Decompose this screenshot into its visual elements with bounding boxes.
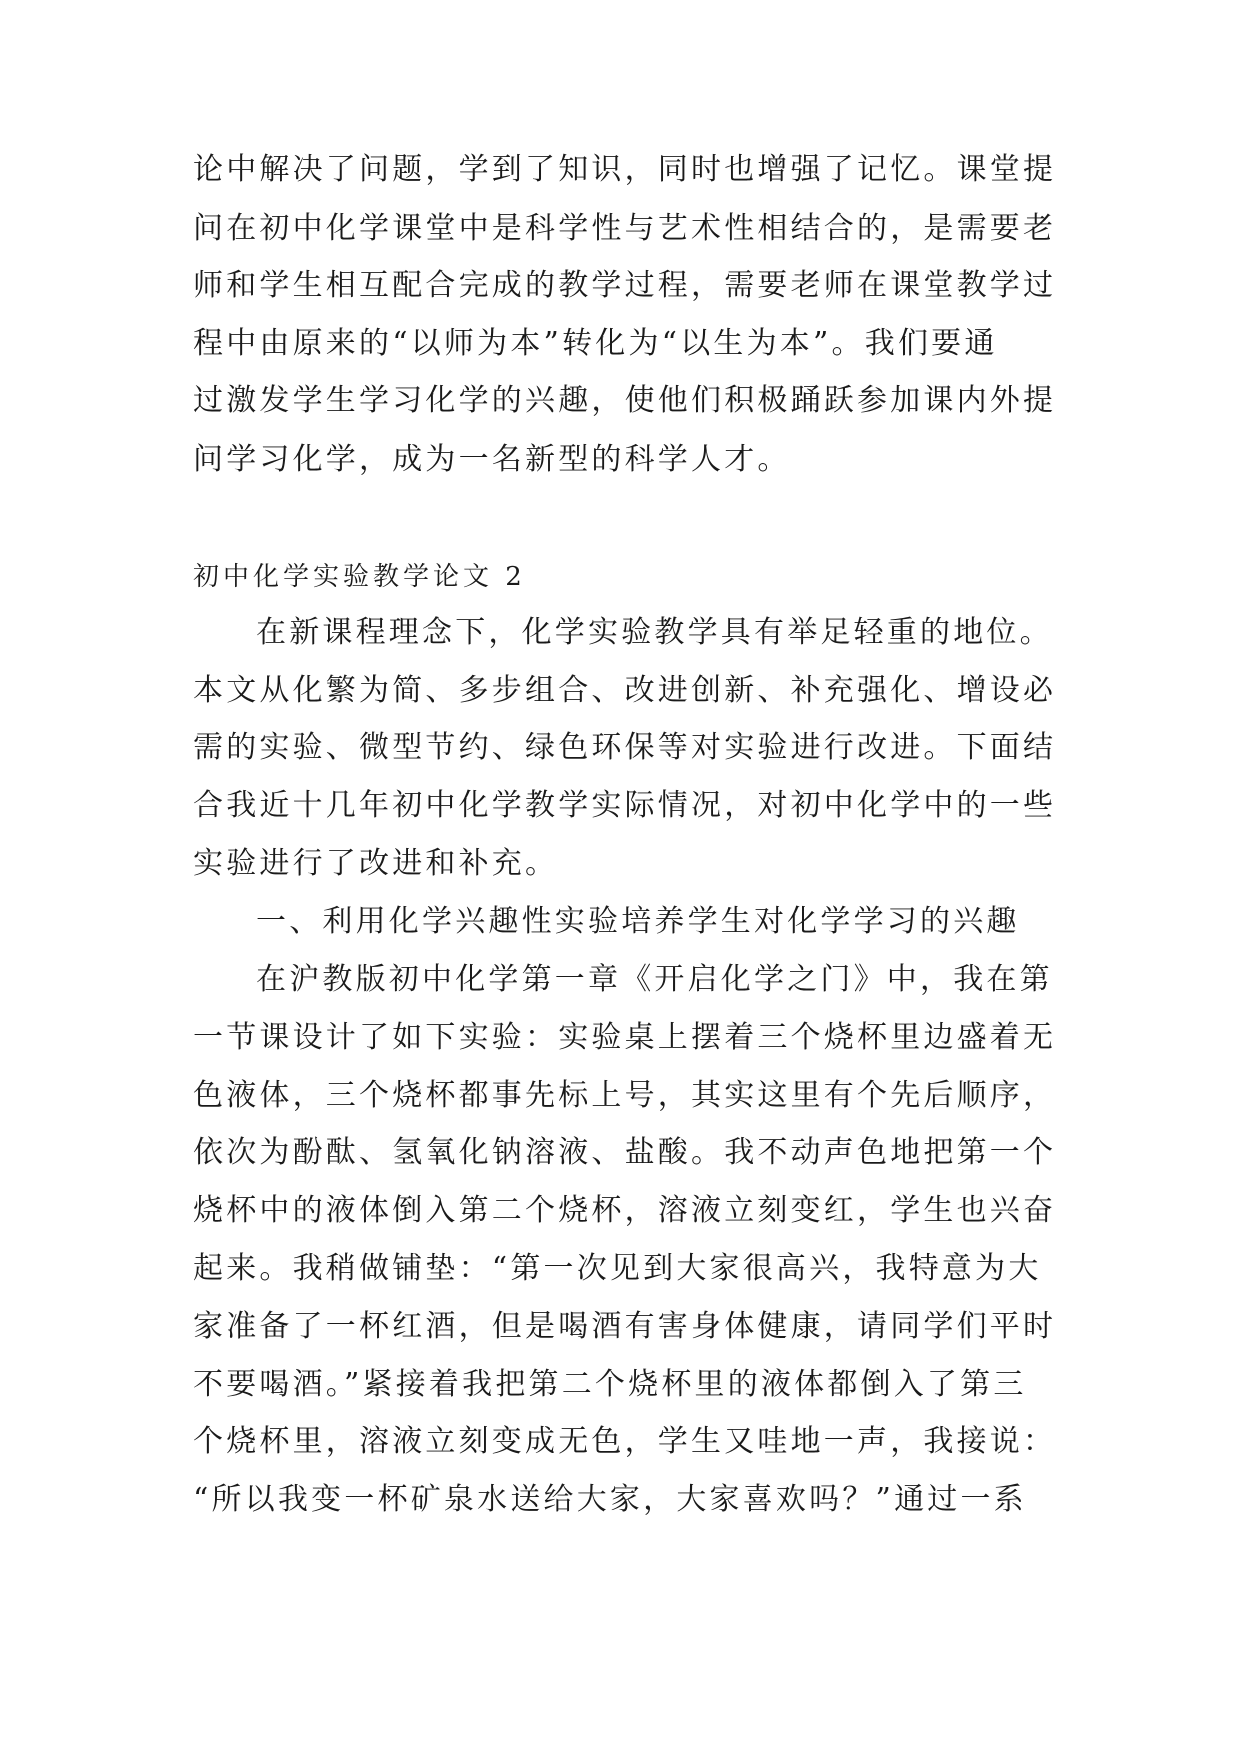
subheading: 一、利用化学兴趣性实验培养学生对化学学习的兴趣	[256, 904, 1020, 939]
paragraph-line: 师和学生相互配合完成的教学过程，需要老师在课堂教学过	[193, 268, 1057, 303]
paragraph-line: 问在初中化学课堂中是科学性与艺术性相结合的，是需要老	[193, 211, 1057, 246]
paragraph-line: 程中由原来的“以师为本”转化为“以生为本”。我们要通	[193, 326, 998, 361]
paragraph-line: 过激发学生学习化学的兴趣，使他们积极踊跃参加课内外提	[193, 383, 1057, 418]
paragraph-line: “所以我变一杯矿泉水送给大家，大家喜欢吗？”通过一系	[193, 1482, 1027, 1517]
paragraph-line: 在沪教版初中化学第一章《开启化学之门》中，我在第	[256, 962, 1053, 997]
section-title: 初中化学实验教学论文 2	[193, 562, 526, 592]
paragraph-line: 家准备了一杯红酒，但是喝酒有害身体健康，请同学们平时	[193, 1309, 1057, 1344]
paragraph-line: 起来。我稍做铺垫：“第一次见到大家很高兴，我特意为大	[193, 1251, 1042, 1286]
paragraph-line: 个烧杯里，溶液立刻变成无色，学生又哇地一声，我接说：	[193, 1424, 1057, 1459]
paragraph-line: 一节课设计了如下实验：实验桌上摆着三个烧杯里边盛着无	[193, 1020, 1057, 1055]
paragraph-line: 需的实验、微型节约、绿色环保等对实验进行改进。下面结	[193, 730, 1057, 765]
paragraph-line: 不要喝酒。”紧接着我把第二个烧杯里的液体都倒入了第三	[193, 1367, 1027, 1402]
paragraph-line: 依次为酚酞、氢氧化钠溶液、盐酸。我不动声色地把第一个	[193, 1135, 1057, 1170]
paragraph-line: 论中解决了问题，学到了知识，同时也增强了记忆。课堂提	[193, 152, 1057, 187]
paragraph-line: 色液体，三个烧杯都事先标上号，其实这里有个先后顺序，	[193, 1078, 1057, 1113]
paragraph-line: 在新课程理念下，化学实验教学具有举足轻重的地位。	[256, 615, 1053, 650]
paragraph-line: 实验进行了改进和补充。	[193, 846, 559, 881]
paragraph-line: 本文从化繁为简、多步组合、改进创新、补充强化、增设必	[193, 673, 1057, 708]
paragraph-line: 烧杯中的液体倒入第二个烧杯，溶液立刻变红，学生也兴奋	[193, 1193, 1057, 1228]
paragraph-line: 问学习化学，成为一名新型的科学人才。	[193, 442, 791, 477]
paragraph-line: 合我近十几年初中化学教学实际情况，对初中化学中的一些	[193, 788, 1057, 823]
